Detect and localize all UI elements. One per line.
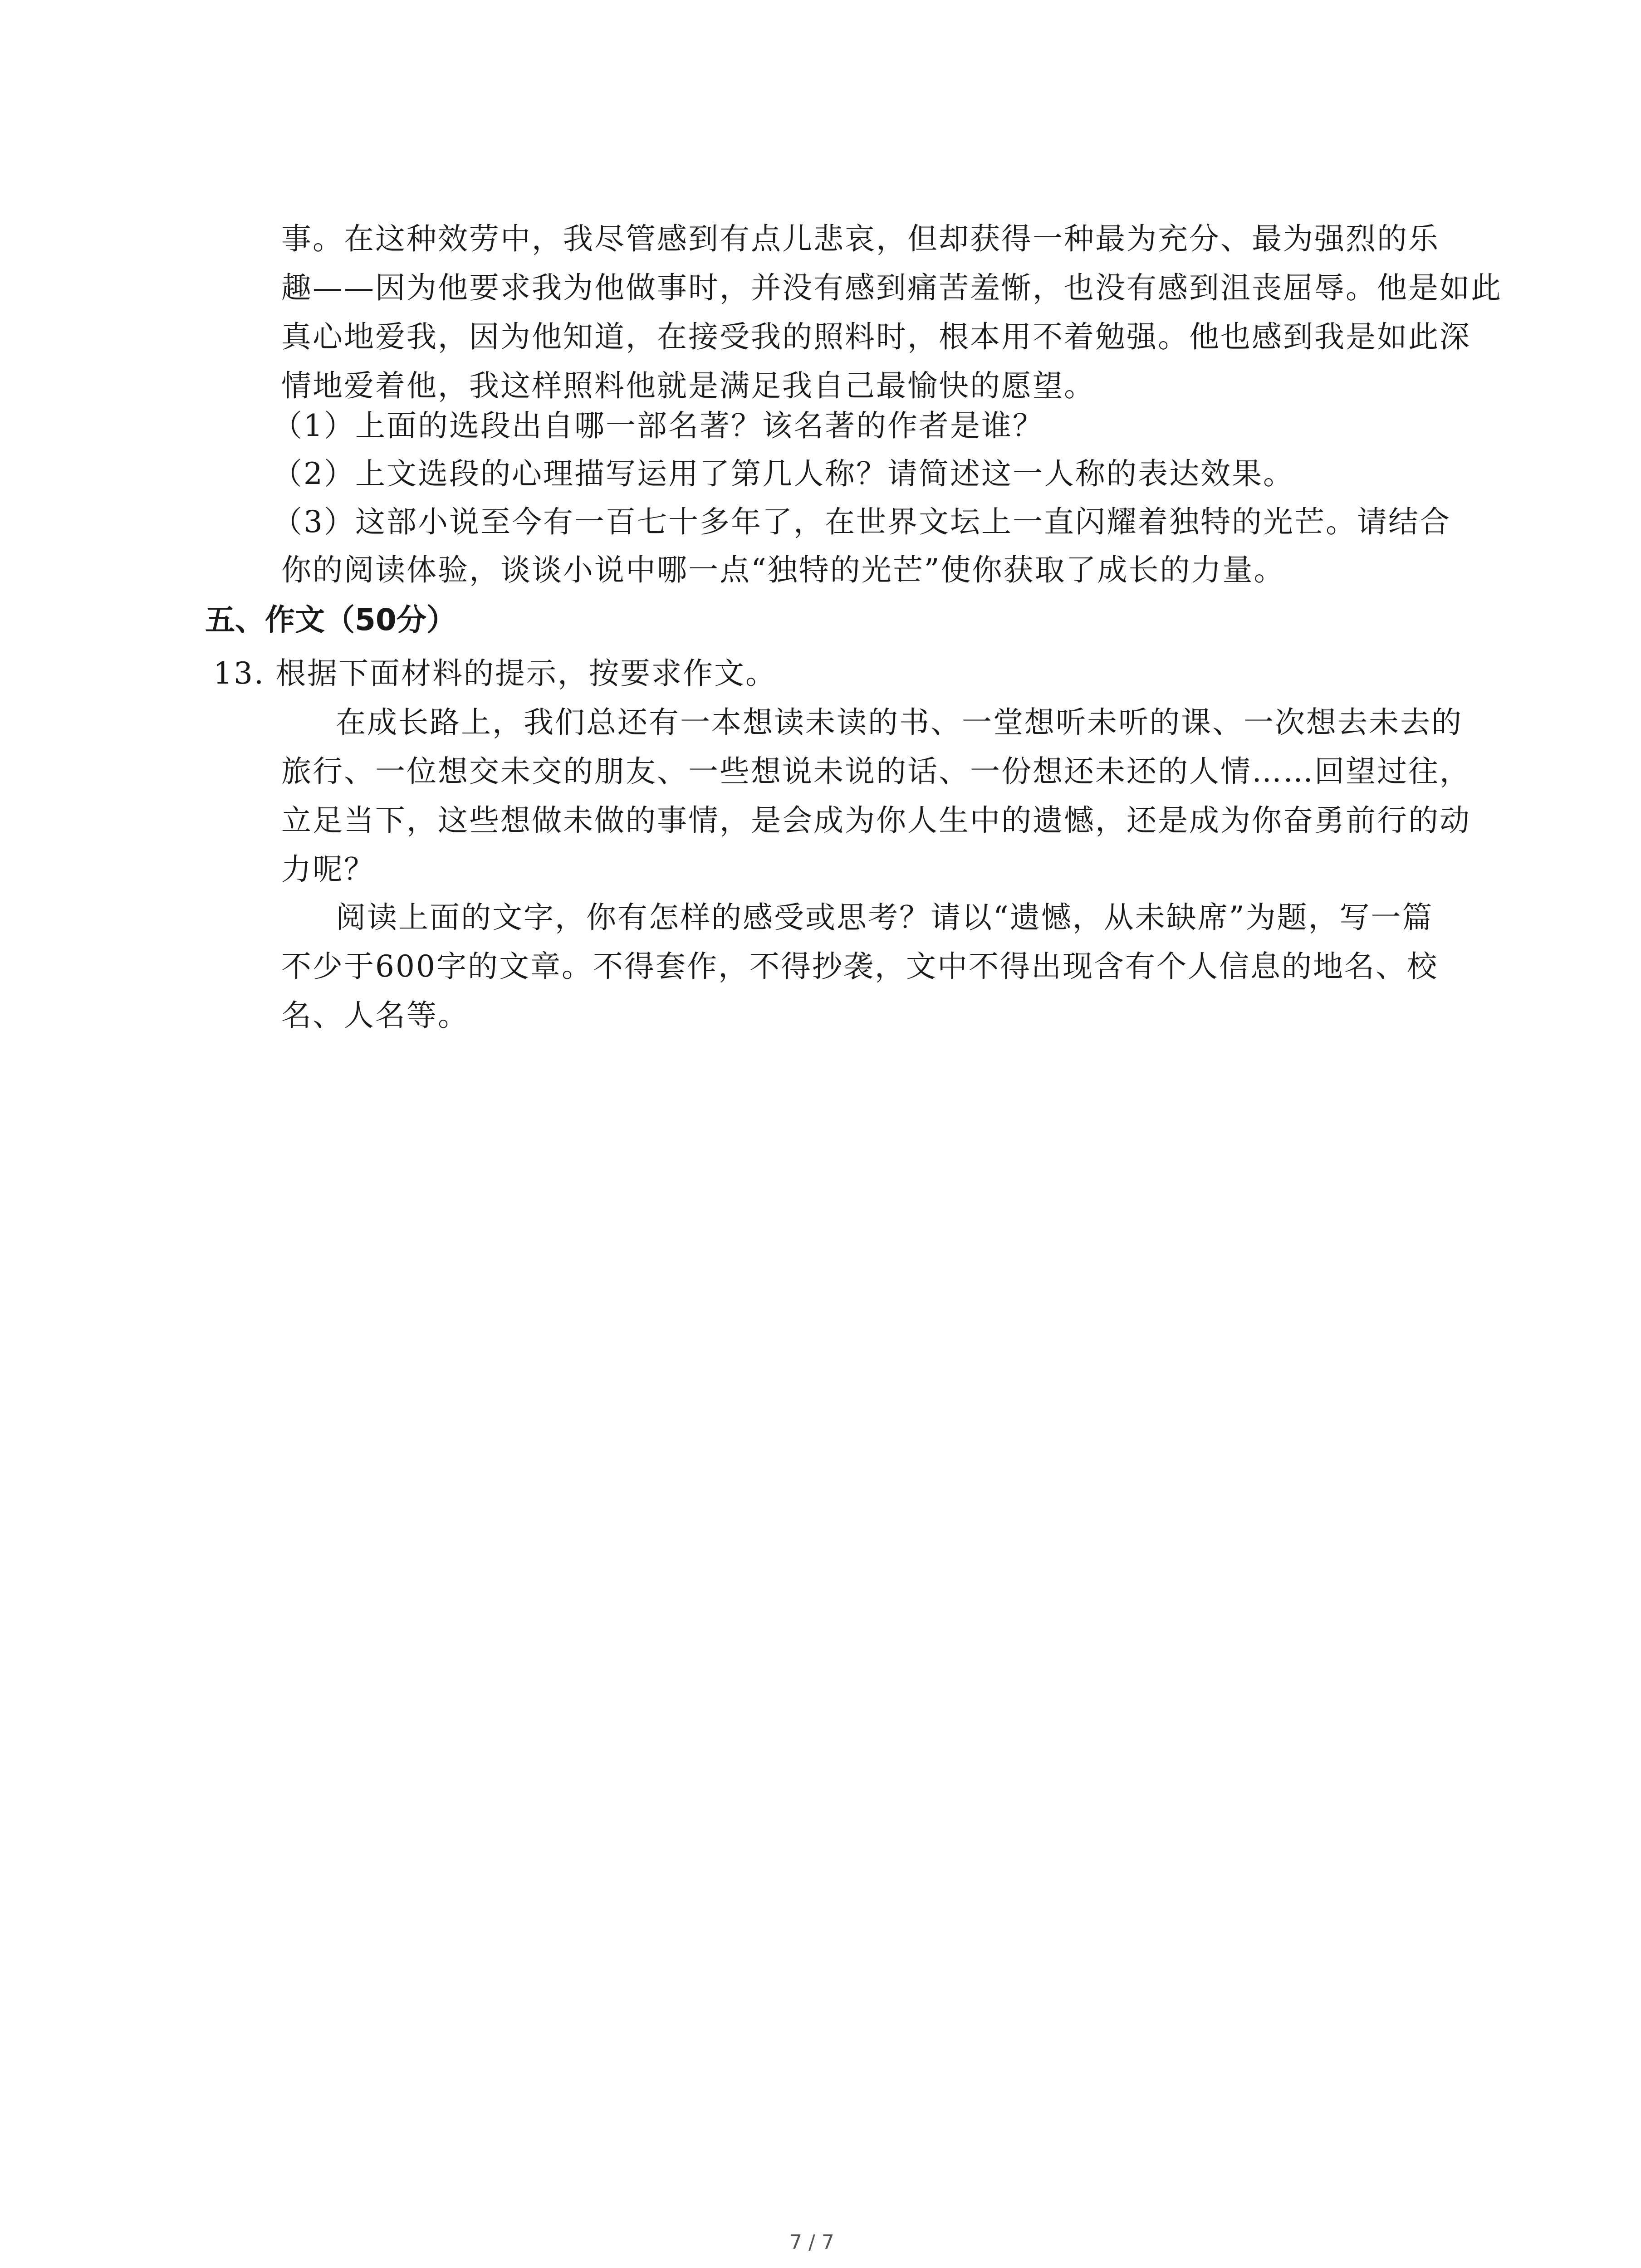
section-heading: 五、作文（50分） xyxy=(205,602,456,637)
instruction-line-2: 不少于600字的文章。不得套作，不得抄袭，文中不得出现含有个人信息的地名、校 xyxy=(281,949,1438,984)
passage-line-3: 真心地爱我，因为他知道，在接受我的照料时，根本用不着勉强。他也感到我是如此深 xyxy=(281,319,1471,354)
item-number: 13. xyxy=(213,656,265,691)
instruction-line-3: 名、人名等。 xyxy=(281,998,469,1033)
material-line-4: 力呢？ xyxy=(281,852,375,887)
material-line-1: 在成长路上，我们总还有一本想读未读的书、一堂想听未听的课、一次想去未去的 xyxy=(336,705,1463,740)
page-number: 7 / 7 xyxy=(789,2231,834,2254)
question-2: （2）上文选段的心理描写运用了第几人称？请简述这一人称的表达效果。 xyxy=(272,456,1294,491)
item-prompt: 根据下面材料的提示，按要求作文。 xyxy=(275,656,777,691)
material-line-2: 旅行、一位想交未交的朋友、一些想说未说的话、一份想还未还的人情……回望过往， xyxy=(281,754,1471,789)
question-3-continued: 你的阅读体验，谈谈小说中哪一点“独特的光芒”使你获取了成长的力量。 xyxy=(281,552,1285,587)
item-13-number xyxy=(213,653,777,694)
instruction-line-1: 阅读上面的文字，你有怎样的感受或思考？请以“遗憾，从未缺席”为题，写一篇 xyxy=(336,900,1434,935)
question-3: （3）这部小说至今有一百七十多年了，在世界文坛上一直闪耀着独特的光芒。请结合 xyxy=(272,504,1451,539)
question-1: （1）上面的选段出自哪一部名著？该名著的作者是谁？ xyxy=(272,408,1044,443)
passage-line-1: 事。在这种效劳中，我尽管感到有点儿悲哀，但却获得一种最为充分、最为强烈的乐 xyxy=(281,221,1440,256)
material-line-3: 立足当下，这些想做未做的事情，是会成为你人生中的遗憾，还是成为你奋勇前行的动 xyxy=(281,803,1471,838)
passage-line-4: 情地爱着他，我这样照料他就是满足我自己最愉快的愿望。 xyxy=(281,368,1095,403)
passage-line-2: 趣——因为他要求我为他做事时，并没有感到痛苦羞惭，也没有感到沮丧屈辱。他是如此 xyxy=(281,270,1502,305)
